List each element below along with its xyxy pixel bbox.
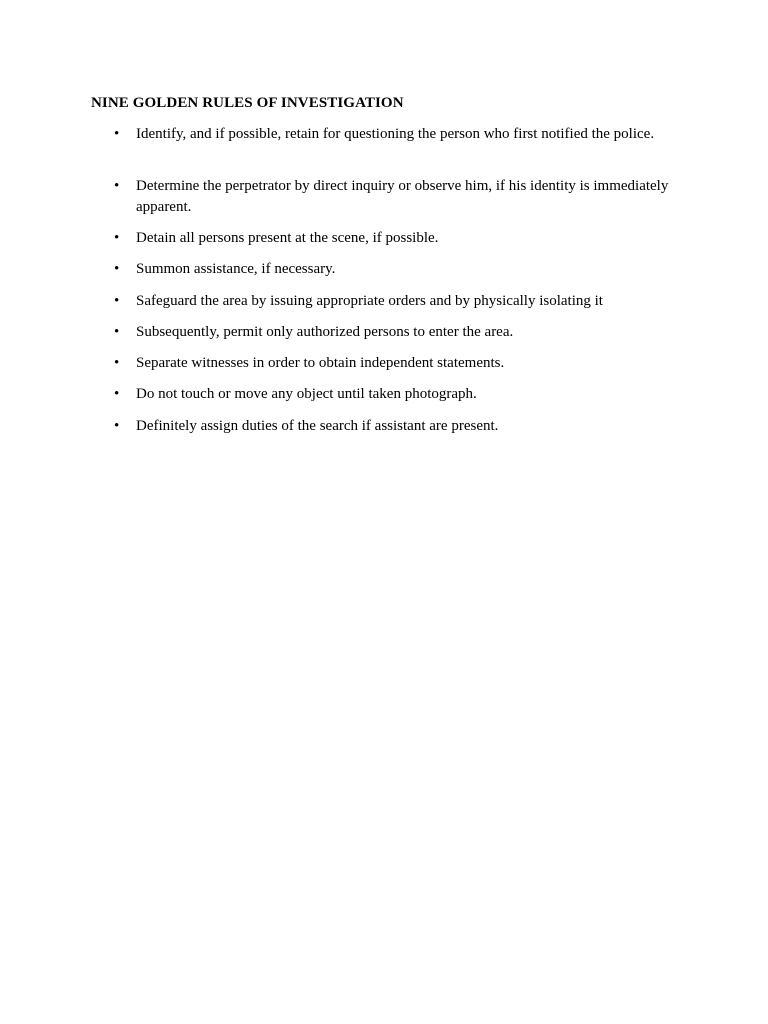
- rule-text: Definitely assign duties of the search if assistant are present.: [136, 418, 499, 434]
- rule-item-9: [114, 416, 674, 437]
- rule-text: Summon assistance, if necessary.: [136, 261, 336, 277]
- rule-item-3: [114, 228, 674, 249]
- document-title: NINE GOLDEN RULES OF INVESTIGATION: [91, 95, 404, 111]
- rule-item-7: [114, 353, 674, 374]
- bullet-icon: •: [114, 230, 120, 246]
- bullet-icon: •: [114, 293, 120, 309]
- bullet-icon: •: [114, 178, 120, 194]
- rule-text: Safeguard the area by issuing appropriate orders and by physically isolating it: [136, 293, 603, 309]
- rule-text: Determine the perpetrator by direct inquiry or observe him, if his identity is immediately apparent.: [136, 178, 669, 215]
- rule-text: Identify, and if possible, retain for questioning the person who first notified the police.: [136, 126, 655, 142]
- rule-item-5: [114, 291, 674, 312]
- rule-item-2: [114, 176, 674, 218]
- bullet-icon: •: [114, 355, 120, 371]
- rule-item-6: [114, 322, 674, 343]
- rule-text: Separate witnesses in order to obtain independent statements.: [136, 355, 505, 371]
- rule-text: Detain all persons present at the scene, if possible.: [136, 230, 439, 246]
- rule-text: Do not touch or move any object until taken photograph.: [136, 386, 477, 402]
- rule-item-4: [114, 259, 674, 280]
- bullet-icon: •: [114, 261, 120, 277]
- bullet-icon: •: [114, 126, 120, 142]
- rule-text: Subsequently, permit only authorized persons to enter the area.: [136, 324, 514, 340]
- rule-item-1: [114, 124, 674, 145]
- bullet-icon: •: [114, 418, 120, 434]
- bullet-icon: •: [114, 324, 120, 340]
- bullet-icon: •: [114, 386, 120, 402]
- rule-item-8: [114, 384, 674, 405]
